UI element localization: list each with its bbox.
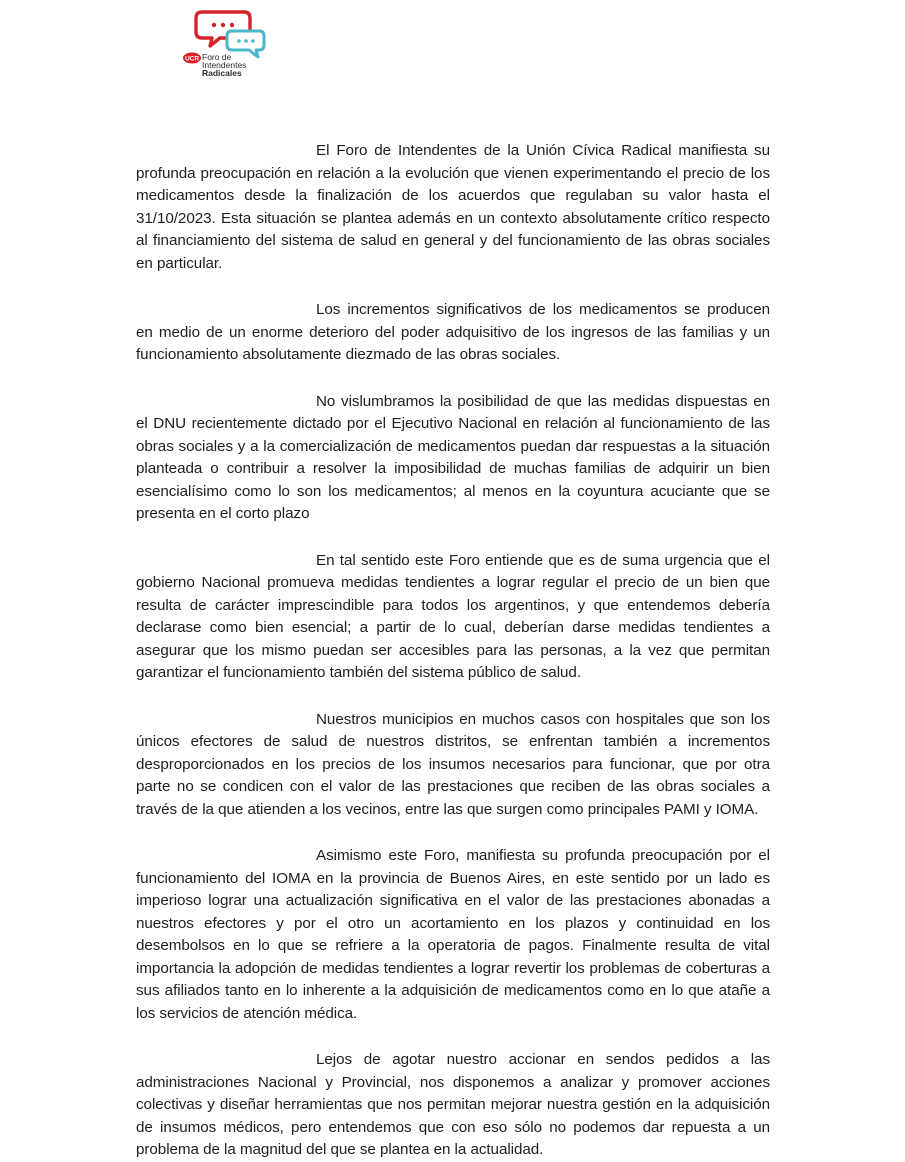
logo-line-2: Intendentes xyxy=(202,60,247,70)
paragraph-6: Asimismo este Foro, manifiesta su profunda preocupación por el funcionamiento del IOMA en la provincia de Buenos Aires, en este sentido por un lado es imperioso lograr una actualización significativa en el valor de las prestaciones abonadas a nuestros efectores y por el otro un acortamiento en los plazos y continuidad en los desembolsos en lo que se refriere a la operatoria de pagos. Finalmente resulta de vital importancia la adopción de medidas tendientes a lograr revertir los problemas de coberturas a sus afiliados tanto en lo inherente a la adquisición de medicamentos como en lo que atañe a los servicios de atención médica. xyxy=(136,847,770,1022)
logo-line-1: Foro de xyxy=(202,52,232,62)
ucr-badge-text: UCR xyxy=(184,55,200,63)
paragraph-4: En tal sentido este Foro entiende que es de suma urgencia que el gobierno Nacional promueva medidas tendientes a lograr regular el precio de un bien que resulta de carácter imprescindible para todos los argentinos, y que entendemos debería declarase como bien esencial; a partir de lo cual, deberían darse medidas tendientes a asegurar que los mismo puedan ser accesibles para las personas, a la vez que permitan garantizar el funcionamiento también del sistema público de salud. xyxy=(136,551,770,681)
document-body xyxy=(136,140,770,1162)
logo-line-3: Radicales xyxy=(202,68,242,78)
foro-logo xyxy=(180,10,290,80)
logo-wordmark xyxy=(202,53,246,77)
paragraph-7: Lejos de agotar nuestro accionar en sendos pedidos a las administraciones Nacional y Provincial, nos disponemos a analizar y promover acciones colectivas y diseñar herramientas que nos permitan mejorar nuestra gestión en la adquisición de insumos médicos, pero entendemos que con eso sólo no podemos dar repuesta a un problema de la magnitud del que se plantea en la actualidad. xyxy=(136,1051,770,1158)
paragraph-3: No vislumbramos la posibilidad de que las medidas dispuestas en el DNU recientemente dictado por el Ejecutivo Nacional en relación al funcionamiento de las obras sociales y a la comercialización de medicamentos puedan dar respuestas a la situación planteada o contribuir a resolver la imposibilidad de muchas familias de adquirir un bien esencialísimo como lo son los medicamentos; al menos en la coyuntura acuciante que se presenta en el corto plazo xyxy=(136,392,770,522)
paragraph-1: El Foro de Intendentes de la Unión Cívica Radical manifiesta su profunda preocupación en relación a la evolución que vienen experimentando el precio de los medicamentos desde la finalización de los acuerdos que regulaban su valor hasta el 31/10/2023. Esta situación se plantea además en un contexto absolutamente crítico respecto al financiamiento del sistema de salud en general y del funcionamiento de las obras sociales en particular. xyxy=(136,142,770,272)
paragraph-5: Nuestros municipios en muchos casos con hospitales que son los únicos efectores de salud de nuestros distritos, se enfrentan también a incrementos desproporcionados en los precios de los insumos necesarios para funcionar, que por otra parte no se condicen con el valor de las prestaciones que reciben de las obras sociales a través de la que atienden a los vecinos, entre las que surgen como principales PAMI y IOMA. xyxy=(136,710,770,818)
paragraph-2: Los incrementos significativos de los medicamentos se producen en medio de un enorme deterioro del poder adquisitivo de los ingresos de las familias y un funcionamiento absolutamente diezmado de las obras sociales. xyxy=(136,301,770,363)
